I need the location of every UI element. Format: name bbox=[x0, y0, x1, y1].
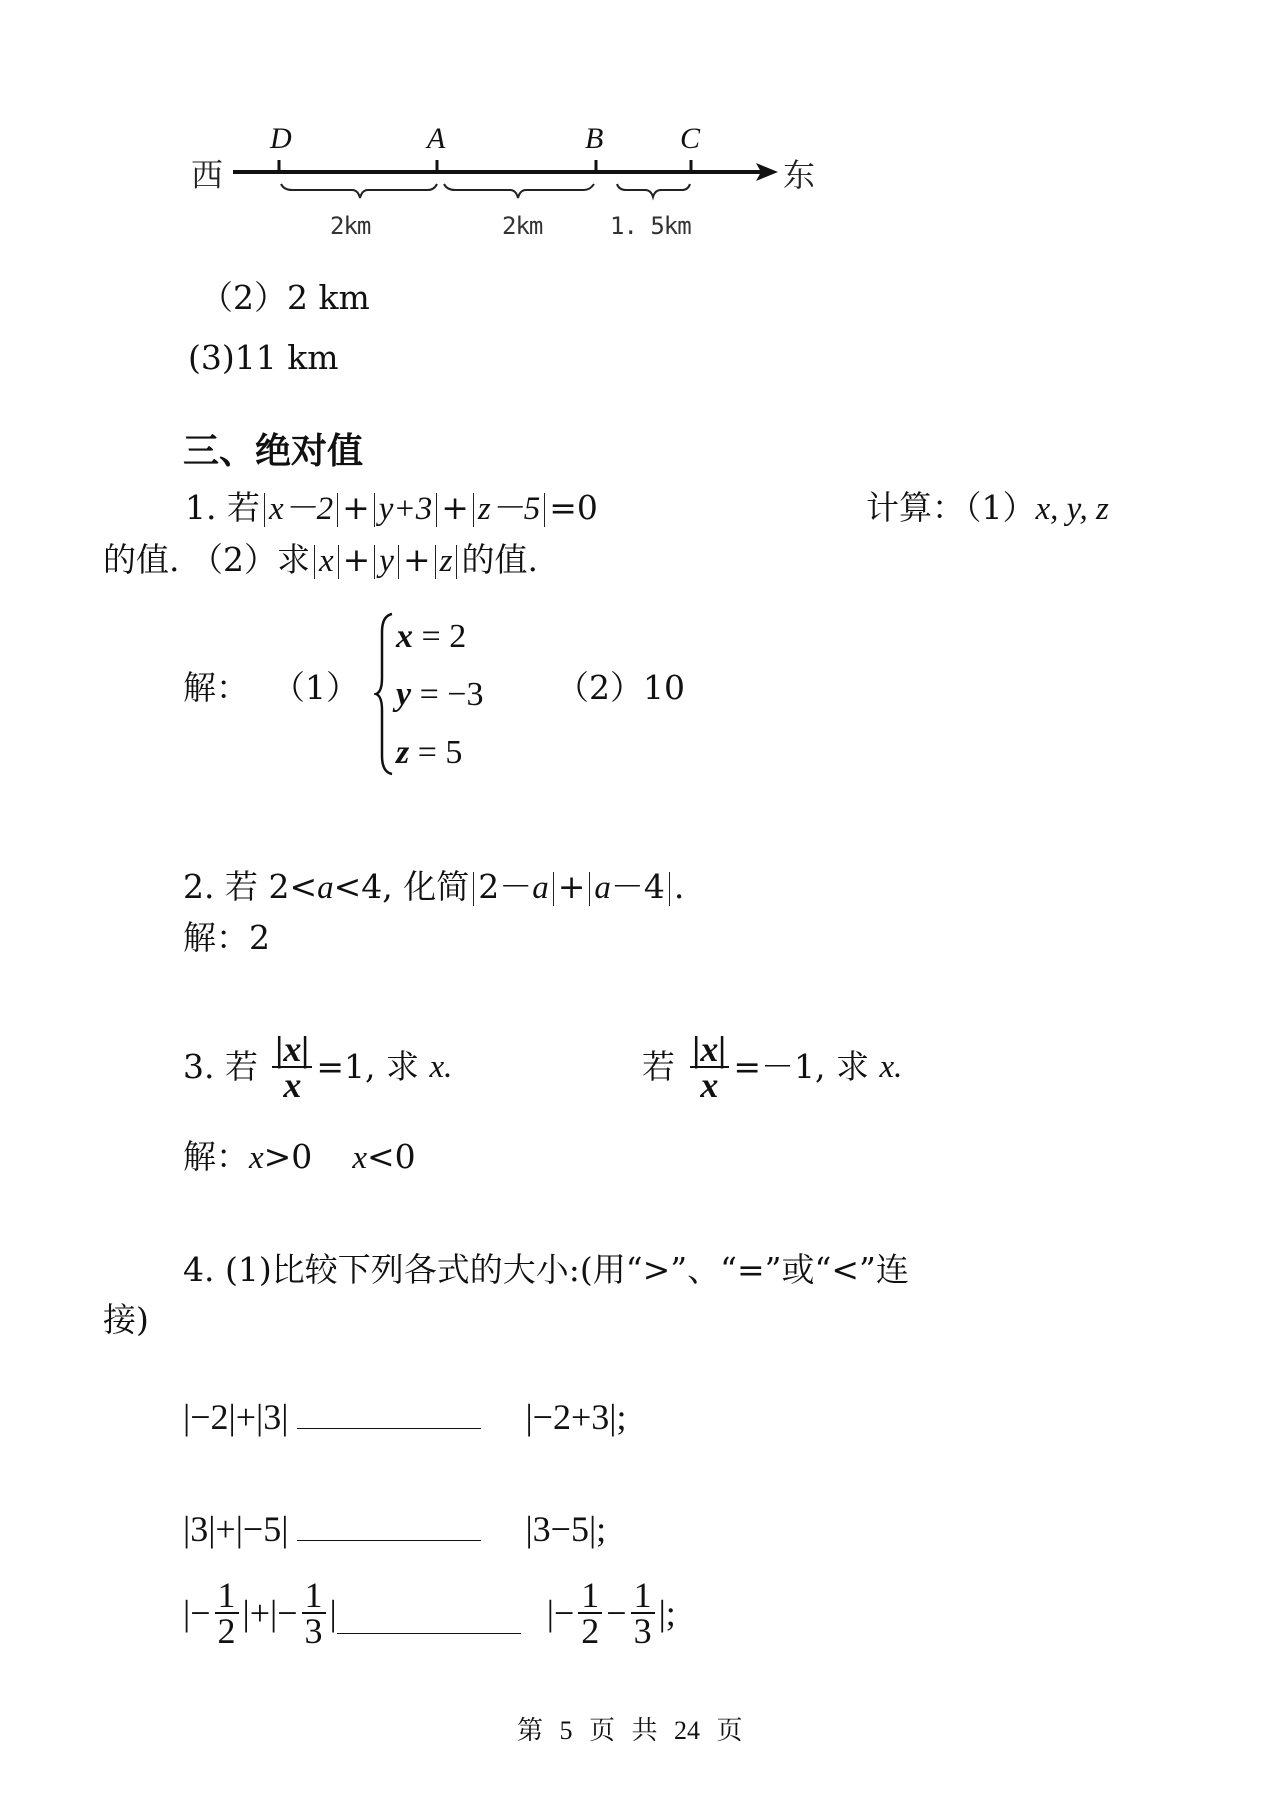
answer-part-3: (3)11 km bbox=[188, 338, 339, 377]
answer-blank-1[interactable] bbox=[297, 1428, 481, 1429]
section-title: 三、绝对值 bbox=[183, 431, 364, 472]
abs-bar bbox=[398, 545, 399, 579]
distance-label-bc: 1. 5km bbox=[610, 212, 691, 240]
abs-bar bbox=[544, 493, 545, 527]
question-2 bbox=[183, 867, 684, 908]
q1-abs-2: y+3 bbox=[378, 491, 433, 527]
abs-bar bbox=[436, 493, 437, 527]
q2-abs1-b: a bbox=[532, 870, 549, 906]
point-label-d: D bbox=[270, 122, 292, 155]
q2-solution: 解：2 bbox=[183, 918, 270, 957]
q2-mid: <4, 化简 bbox=[333, 867, 470, 906]
q3-solution bbox=[183, 1137, 416, 1178]
question-1-line-1 bbox=[185, 488, 598, 529]
abs-bar bbox=[264, 493, 265, 527]
q1-part2-label: （2） bbox=[556, 668, 643, 707]
abs-bar bbox=[456, 545, 457, 579]
question-1-line-2 bbox=[103, 540, 538, 581]
system-row-z: z = 5 bbox=[396, 734, 463, 771]
compare-row-3 bbox=[183, 1575, 676, 1651]
fraction-one-third: $\frac{1}{3}$ bbox=[631, 1578, 655, 1648]
compare-row-2-right: |3−5|; bbox=[525, 1509, 607, 1549]
q1-part2-value: 10 bbox=[643, 668, 685, 707]
q1-plus-2: + bbox=[441, 488, 469, 527]
abs-bar bbox=[473, 872, 474, 906]
q2-abs2-a: a bbox=[594, 870, 611, 906]
q3-sol2-var: x bbox=[352, 1140, 367, 1176]
q1-vars: x, y, z bbox=[1035, 491, 1109, 527]
abs-bar bbox=[473, 493, 474, 527]
q1-plus: + bbox=[342, 540, 371, 579]
row3-text: |+|− bbox=[242, 1593, 298, 1633]
point-label-c: C bbox=[680, 122, 701, 155]
q3-sol1-var: x bbox=[249, 1140, 264, 1176]
left-brace-icon bbox=[374, 612, 396, 776]
q2-var: a bbox=[317, 870, 334, 906]
question-3-part-a bbox=[183, 1029, 453, 1105]
abs-bar bbox=[669, 872, 670, 906]
q1-equation-system bbox=[396, 608, 483, 782]
row3-text: |− bbox=[183, 1593, 211, 1633]
q3-prefix: 3. 若 bbox=[183, 1047, 258, 1086]
compare-row-1 bbox=[183, 1396, 626, 1438]
question-4-line-2: 接) bbox=[103, 1300, 149, 1339]
q3-eq2: =－1, 求 bbox=[733, 1047, 869, 1086]
q1-prefix: 1. 若 bbox=[185, 488, 260, 527]
q1-plus-1: + bbox=[342, 488, 370, 527]
q2-abs2-b: －4 bbox=[610, 867, 665, 906]
q3-ask-var: x. bbox=[429, 1049, 453, 1085]
abs-bar bbox=[435, 545, 436, 579]
distance-label-ab: 2km bbox=[502, 212, 543, 240]
abs-bar bbox=[374, 493, 375, 527]
q1-line2-suffix: 的值. bbox=[461, 540, 538, 579]
number-line-axis bbox=[0, 0, 1280, 240]
system-row-y: y = −3 bbox=[396, 676, 484, 713]
abs-bar bbox=[589, 872, 590, 906]
q1-line2-prefix: 的值. （2）求 bbox=[103, 540, 310, 579]
row3-text: | bbox=[329, 1593, 337, 1633]
q1-part1-label: （1） bbox=[272, 668, 359, 707]
q1-part2-answer bbox=[556, 668, 685, 708]
question-1-task bbox=[866, 488, 1109, 529]
q3-solution-label: 解： bbox=[183, 1137, 249, 1176]
row3-text: |− bbox=[546, 1593, 575, 1633]
point-label-a: A bbox=[427, 122, 446, 155]
abs-bar bbox=[314, 545, 315, 579]
q3-ask-var: x. bbox=[879, 1049, 903, 1085]
q1-abs-x: x bbox=[318, 543, 334, 579]
compare-row-1-left: |−2|+|3| bbox=[183, 1397, 289, 1437]
compare-row-1-right: |−2+3|; bbox=[525, 1397, 627, 1437]
q1-abs-1: x－2 bbox=[268, 491, 334, 527]
q3-fraction-a: $\frac{|x|}{x}$ bbox=[272, 1032, 312, 1102]
q1-solution-label: 解： bbox=[183, 668, 249, 707]
question-3-part-b bbox=[642, 1029, 903, 1105]
answer-part-2: （2）2 km bbox=[200, 278, 370, 317]
q3-part-b-prefix: 若 bbox=[642, 1047, 675, 1086]
q3-eq1: =1, 求 bbox=[316, 1047, 419, 1086]
west-label: 西 bbox=[191, 156, 224, 194]
row3-text: − bbox=[606, 1593, 627, 1633]
abs-bar bbox=[337, 493, 338, 527]
q2-plus: + bbox=[557, 867, 586, 906]
distance-label-da: 2km bbox=[330, 212, 371, 240]
fraction-one-third: $\frac{1}{3}$ bbox=[302, 1578, 326, 1648]
q1-abs-y: y bbox=[379, 543, 394, 579]
q2-prefix: 2. 若 2< bbox=[183, 867, 318, 906]
row3-text: |; bbox=[658, 1593, 676, 1633]
q1-equals: =0 bbox=[549, 488, 598, 527]
number-line-diagram bbox=[0, 0, 1280, 240]
q3-sol2-rel: <0 bbox=[366, 1137, 416, 1176]
system-row-x: x = 2 bbox=[396, 618, 467, 655]
answer-blank-2[interactable] bbox=[297, 1540, 481, 1541]
compare-row-2 bbox=[183, 1508, 606, 1550]
question-4-line-1: 4. (1)比较下列各式的大小:(用“>”、“=”或“<”连 bbox=[183, 1250, 909, 1289]
page-number: 第 5 页 共 24 页 bbox=[517, 1716, 743, 1745]
abs-bar bbox=[374, 545, 375, 579]
q1-abs-z: z bbox=[439, 543, 453, 579]
compare-row-2-left: |3|+|−5| bbox=[183, 1509, 289, 1549]
east-label: 东 bbox=[783, 156, 816, 194]
q3-fraction-b: $\frac{|x|}{x}$ bbox=[690, 1032, 730, 1102]
abs-bar bbox=[553, 872, 554, 906]
point-label-b: B bbox=[585, 122, 604, 155]
q1-abs-3: z－5 bbox=[477, 491, 541, 527]
q1-plus: + bbox=[402, 540, 431, 579]
q2-abs1-a: 2－ bbox=[478, 867, 533, 906]
abs-bar bbox=[338, 545, 339, 579]
answer-blank-3[interactable] bbox=[337, 1593, 521, 1634]
q1-task-label: 计算：（1） bbox=[866, 488, 1036, 527]
q3-sol1-rel: >0 bbox=[263, 1137, 313, 1176]
fraction-one-half: $\frac{1}{2}$ bbox=[215, 1578, 239, 1648]
fraction-one-half: $\frac{1}{2}$ bbox=[578, 1578, 602, 1648]
q2-suffix: . bbox=[673, 867, 685, 906]
